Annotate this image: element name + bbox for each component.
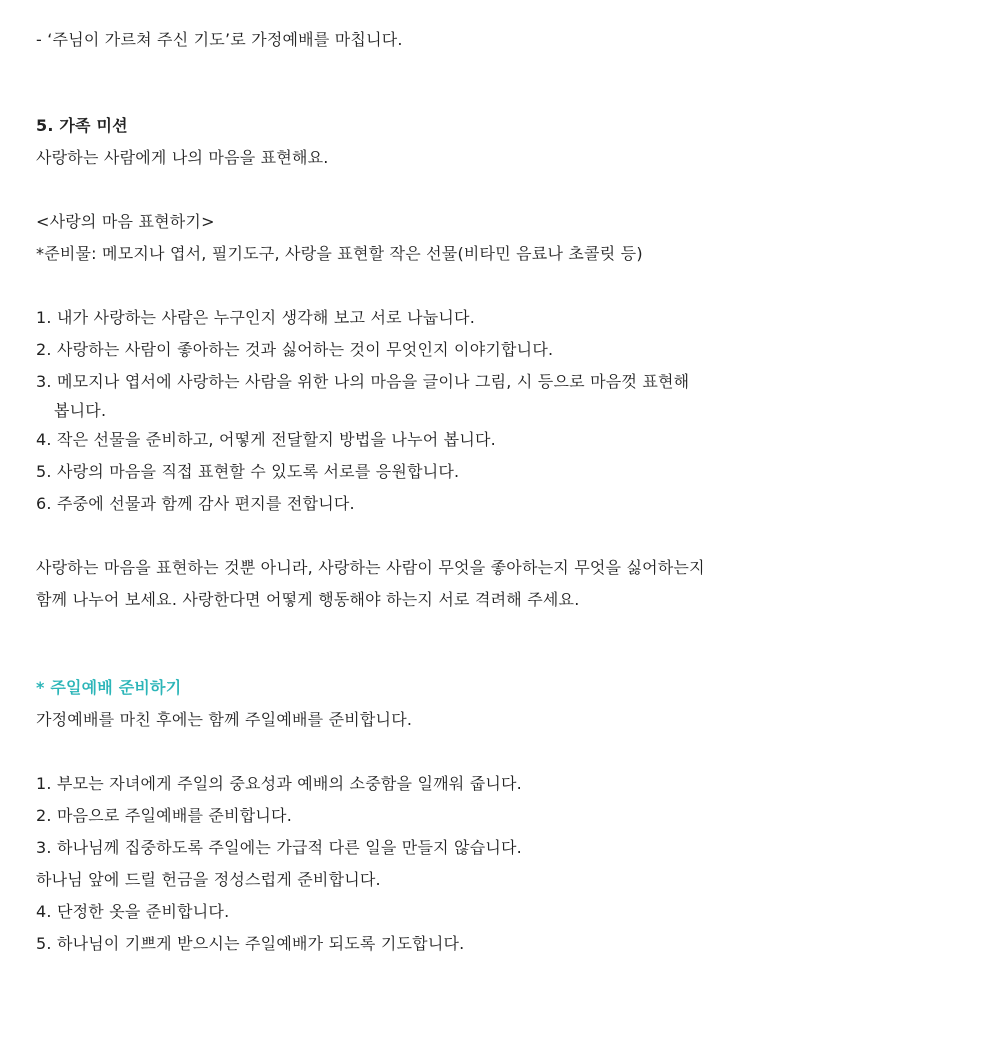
mission-step: 3. 메모지나 엽서에 사랑하는 사람을 위한 나의 마음을 글이나 그림, 시 등으로 마음껏 표현해	[36, 372, 690, 391]
closing-prayer-line: - ‘주님이 가르쳐 주신 기도’로 가정예배를 마칩니다.	[36, 30, 403, 49]
materials-line: *준비물: 메모지나 엽서, 필기도구, 사랑을 표현할 작은 선물(비타민 음료나 초콜릿 등)	[36, 244, 643, 263]
mission-step: 6. 주중에 선물과 함께 감사 편지를 전합니다.	[36, 494, 355, 513]
sunday-worship-subtitle: 가정예배를 마친 후에는 함께 주일예배를 준비합니다.	[36, 710, 413, 729]
sunday-step: 4. 단정한 옷을 준비합니다.	[36, 902, 230, 921]
sunday-step: 하나님 앞에 드릴 헌금을 정성스럽게 준비합니다.	[36, 870, 381, 889]
activity-title: <사랑의 마음 표현하기>	[36, 212, 215, 231]
sunday-step: 3. 하나님께 집중하도록 주일에는 가급적 다른 일을 만들지 않습니다.	[36, 838, 522, 857]
mission-step-continuation: 봅니다.	[54, 401, 107, 420]
sunday-step: 1. 부모는 자녀에게 주일의 중요성과 예배의 소중함을 일깨워 줍니다.	[36, 774, 522, 793]
sunday-step: 5. 하나님이 기쁘게 받으시는 주일예배가 되도록 기도합니다.	[36, 934, 465, 953]
sunday-step: 2. 마음으로 주일예배를 준비합니다.	[36, 806, 292, 825]
mission-step: 4. 작은 선물을 준비하고, 어떻게 전달할지 방법을 나누어 봅니다.	[36, 430, 496, 449]
family-mission-subtitle: 사랑하는 사람에게 나의 마음을 표현해요.	[36, 148, 329, 167]
mission-step: 2. 사랑하는 사람이 좋아하는 것과 싫어하는 것이 무엇인지 이야기합니다.	[36, 340, 554, 359]
mission-closing-line-2: 함께 나누어 보세요. 사랑한다면 어떻게 행동해야 하는지 서로 격려해 주세요.	[36, 590, 580, 609]
mission-closing-line-1: 사랑하는 마음을 표현하는 것뿐 아니라, 사랑하는 사람이 무엇을 좋아하는지 무엇을 싫어하는지	[36, 558, 705, 577]
mission-step: 1. 내가 사랑하는 사람은 누구인지 생각해 보고 서로 나눕니다.	[36, 308, 475, 327]
mission-step: 5. 사랑의 마음을 직접 표현할 수 있도록 서로를 응원합니다.	[36, 462, 460, 481]
sunday-worship-heading: * 주일예배 준비하기	[36, 678, 182, 697]
family-mission-heading: 5. 가족 미션	[36, 116, 128, 135]
